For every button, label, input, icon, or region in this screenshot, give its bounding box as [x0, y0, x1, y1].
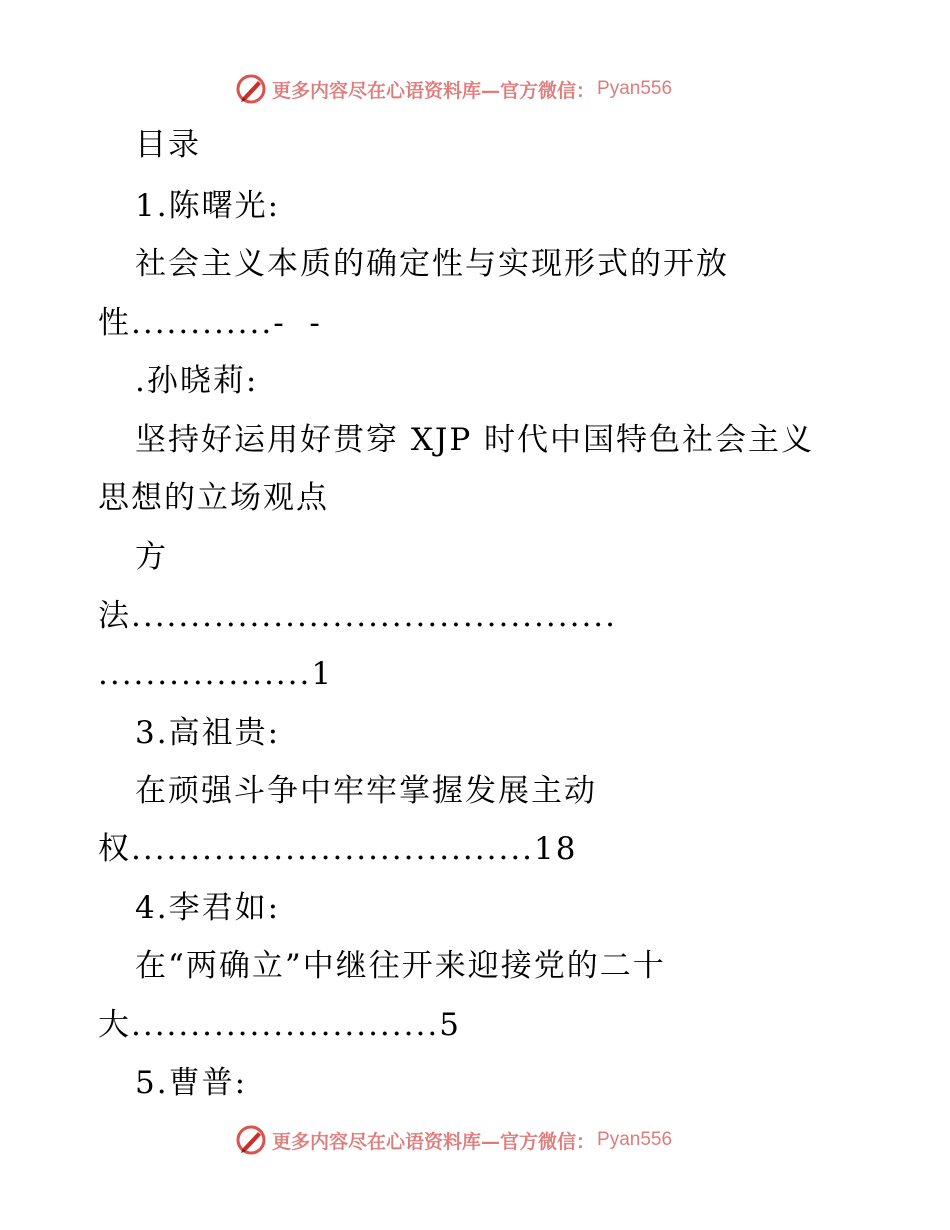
toc-entry-3-leader: 权..................................18 — [98, 831, 578, 867]
watermark-wechat-id: Pyan556 — [597, 78, 673, 99]
watermark-wechat-id: Pyan556 — [597, 1129, 673, 1150]
toc-entry-5-author: 5.曹普: — [135, 1065, 248, 1101]
pen-logo-icon — [234, 72, 268, 106]
pen-logo-icon — [234, 1123, 268, 1157]
toc-title: 目录 — [135, 127, 201, 163]
header-watermark-banner — [234, 71, 672, 107]
toc-entry-2-page: ..................1 — [98, 656, 334, 692]
watermark-text: 更多内容尽在心语资料库—官方微信： — [272, 1130, 596, 1153]
toc-entry-3-title: 在顽强斗争中牢牢掌握发展主动 — [135, 773, 597, 809]
watermark-text: 更多内容尽在心语资料库—官方微信： — [272, 79, 596, 102]
toc-entry-1-title: 社会主义本质的确定性与实现形式的开放 — [135, 246, 729, 282]
toc-entry-4-leader: 大..........................5 — [98, 1007, 461, 1043]
toc-entry-2-title-cont2: 方 — [135, 539, 168, 575]
toc-entry-2-author: .孙晓莉: — [135, 363, 259, 399]
toc-entry-2-leader: 法......................................... — [98, 598, 618, 634]
toc-entry-2-title-cont: 思想的立场观点 — [98, 480, 329, 516]
footer-watermark-banner — [234, 1122, 672, 1158]
toc-entry-2-title: 坚持好运用好贯穿 XJP 时代中国特色社会主义 — [135, 422, 815, 458]
toc-entry-1-author: 1.陈曙光: — [135, 188, 281, 224]
toc-entry-4-author: 4.李君如: — [135, 890, 281, 926]
toc-entry-4-title: 在“两确立”中继往开来迎接党的二十 — [135, 948, 666, 984]
toc-entry-3-author: 3.高祖贵: — [135, 715, 281, 751]
toc-entry-1-leader: 性............- - — [98, 305, 322, 341]
